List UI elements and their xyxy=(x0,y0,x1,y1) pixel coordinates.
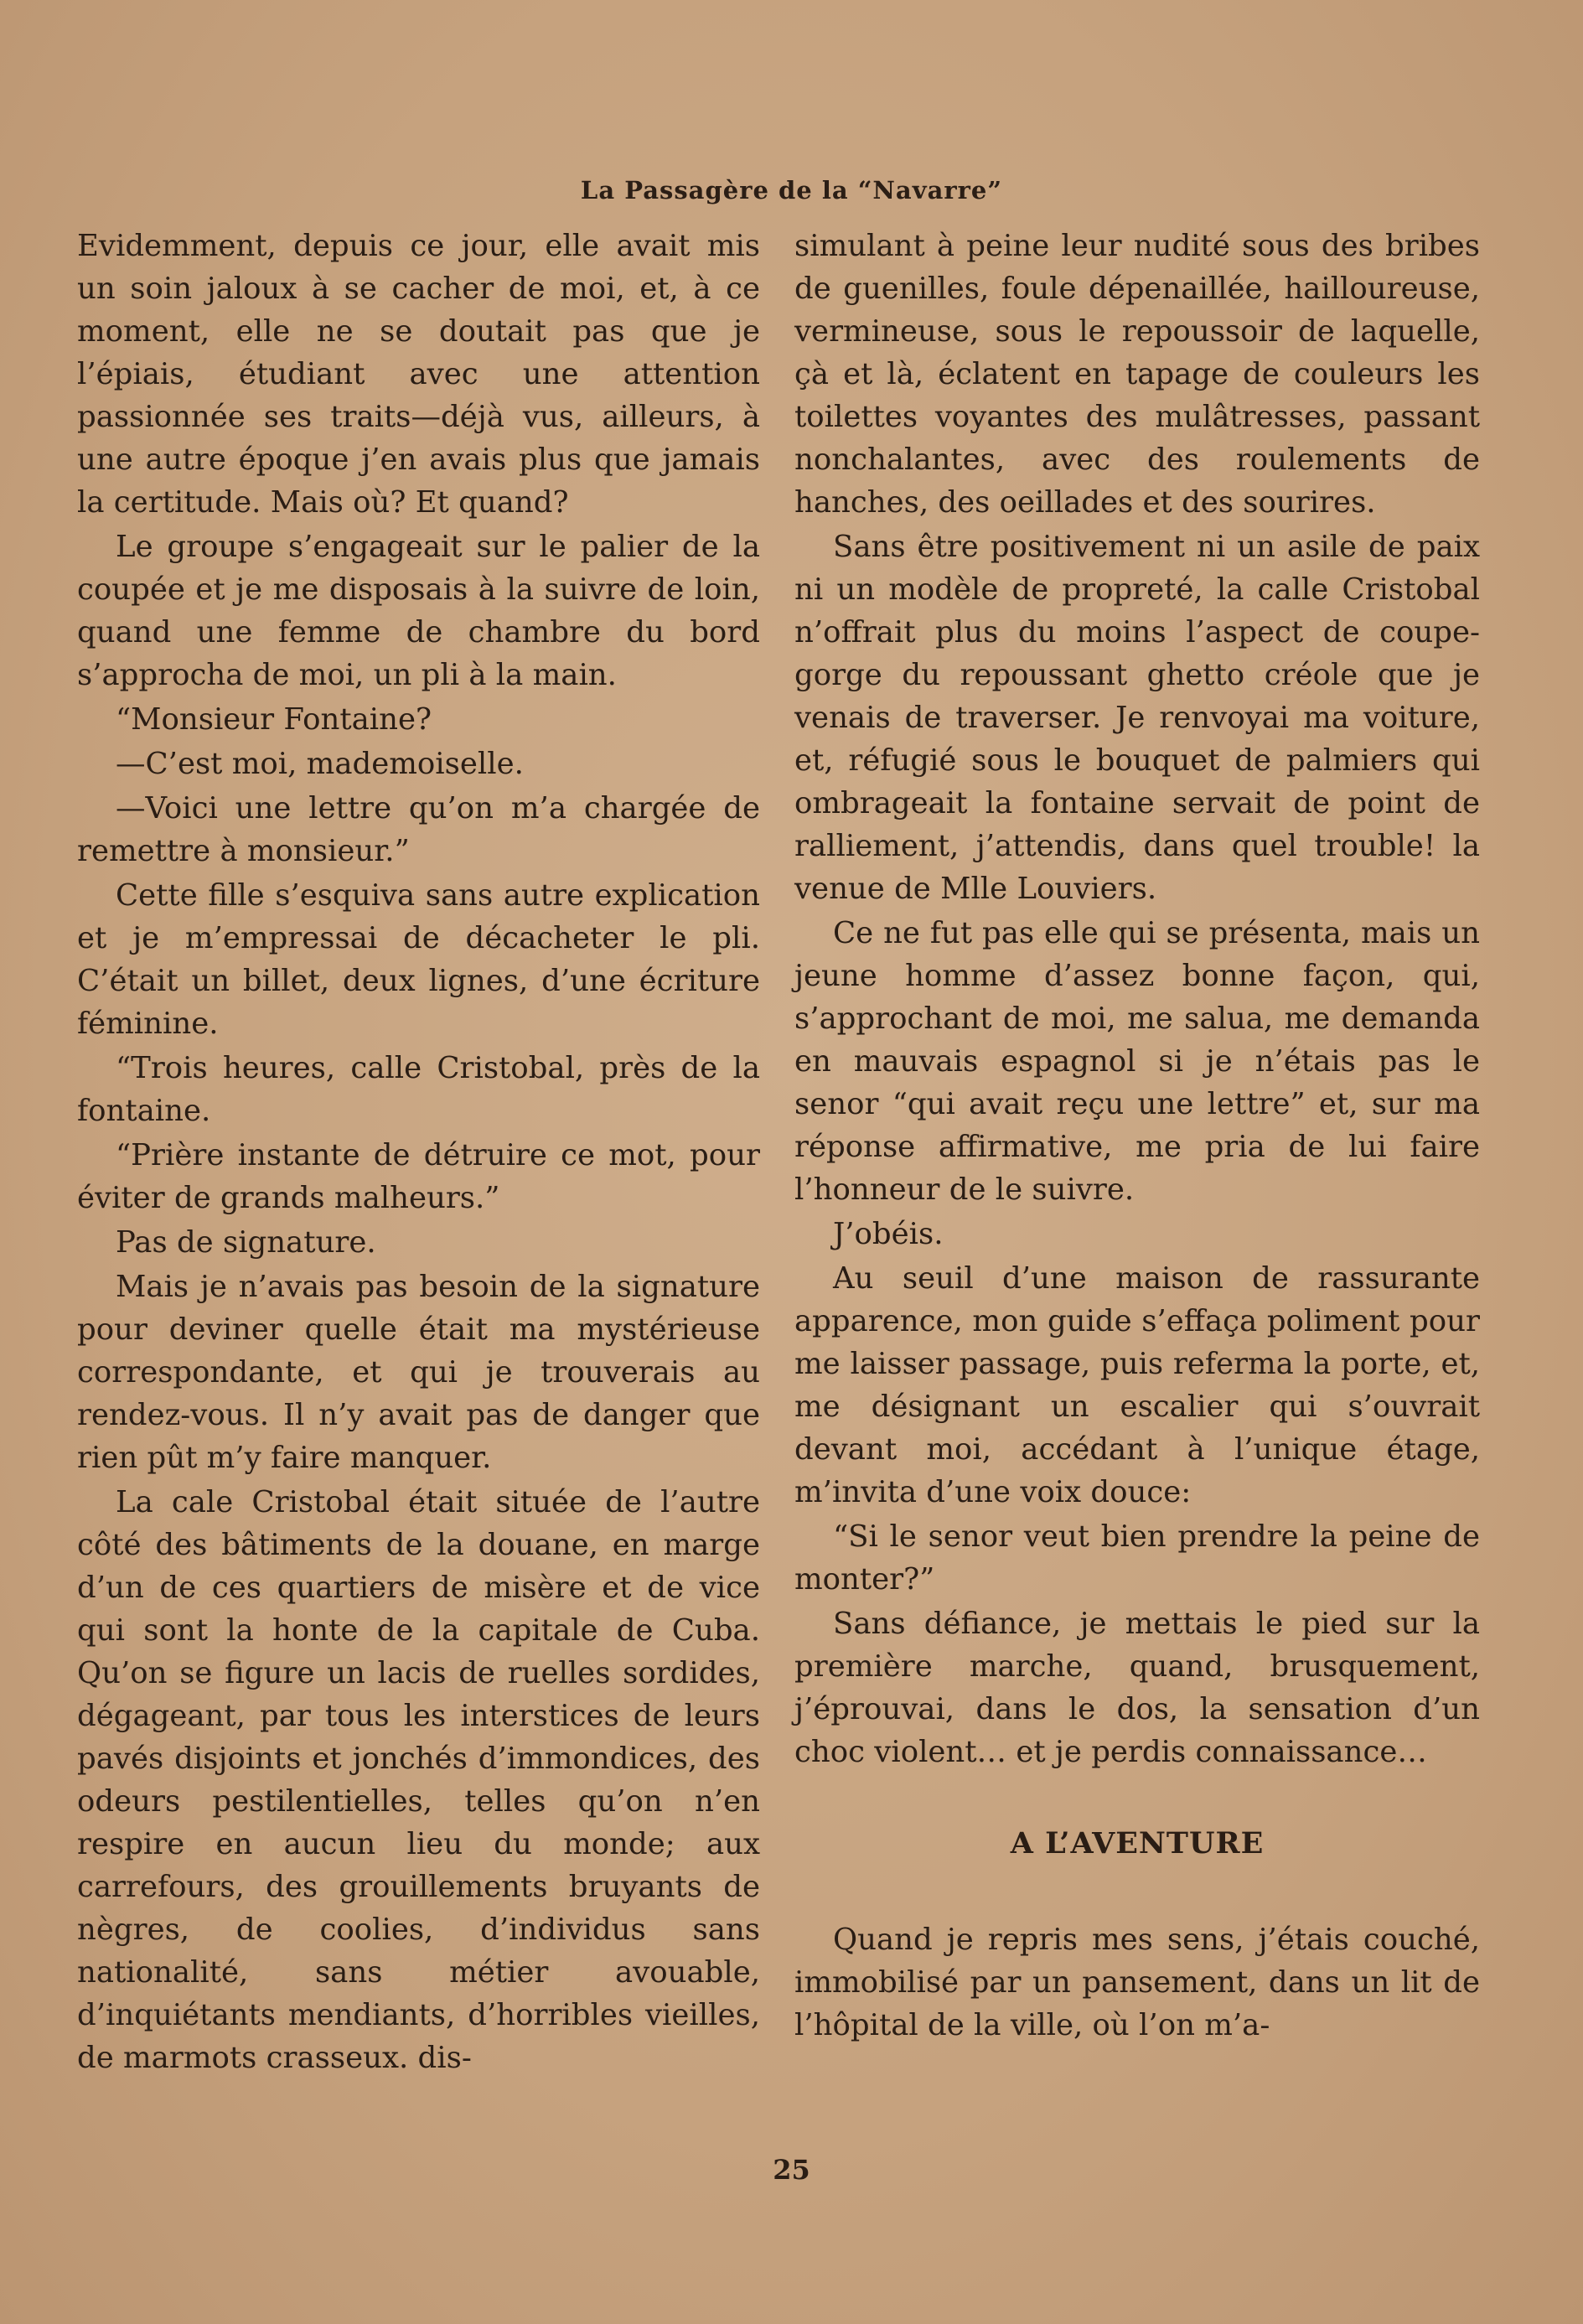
paragraph: Mais je n’avais pas besoin de la signature pour deviner quelle était ma mystérieuse correspondante, et qui je trouverais au rendez-vous. Il n’y avait pas de danger que rien pût m’y faire manquer. xyxy=(77,1270,760,1475)
paragraph: Sans être positivement ni un asile de paix ni un modèle de propreté, la calle Cristobal n’offrait plus du moins l’aspect de coupe-gorge du repoussant ghetto créole que je venais de traverser. Je renvoyai ma voiture, et, réfugié sous le bouquet de palmiers qui ombrageait la fontaine servait de point de ralliement, j’attendis, dans quel trouble! la venue de Mlle Louviers. xyxy=(794,530,1480,906)
paragraph: La cale Cristobal était située de l’autre côté des bâtiments de la douane, en marge d’un de ces quartiers de misère et de vice qui sont la honte de la capitale de Cuba. Qu’on se figure un lacis de ruelles sordides, dégageant, par tous les interstices de leurs pavés disjoints et jonchés d’immondices, des odeurs pestilentielles, telles qu’on n’en respire en aucun lieu du monde; aux carrefours, des grouillements bruyants de nègres, de coolies, d’individus sans nationalité, sans métier avouable, d’inquiétants mendiants, d’horribles vieilles, de marmots crasseux. dis- xyxy=(77,1485,760,2075)
paragraph: Pas de signature. xyxy=(116,1225,376,1260)
paragraph: Sans défiance, je mettais le pied sur la première marche, quand, brusquement, j’éprouvai, dans le dos, la sensation d’un choc violent… et je perdis connaissance… xyxy=(794,1607,1480,1769)
section-title: A L’AVENTURE xyxy=(1010,1826,1265,1861)
paragraph: —Voici une lettre qu’on m’a chargée de remettre à monsieur.” xyxy=(77,791,760,868)
paragraph: “Si le senor veut bien prendre la peine de monter?” xyxy=(794,1519,1480,1597)
running-title: La Passagère de la “Navarre” xyxy=(580,176,1003,204)
paragraph: Ce ne fut pas elle qui se présenta, mais un jeune homme d’assez bonne façon, qui, s’approchant de moi, me salua, me demanda en mauvais espagnol si je n’étais pas le senor “qui avait reçu une lettre” et, sur ma réponse affirmative, me pria de lui faire l’honneur de le suivre. xyxy=(794,916,1480,1207)
page-number: 25 xyxy=(773,2154,810,2186)
paragraph: Quand je repris mes sens, j’étais couché, immobilisé par un pansement, dans un lit de l’hôpital de la ville, où l’on m’a- xyxy=(794,1923,1480,2042)
paragraph: “Prière instante de détruire ce mot, pour éviter de grands malheurs.” xyxy=(77,1138,760,1215)
paragraph: Cette fille s’esquiva sans autre explication et je m’empressai de décacheter le pli. C’était un billet, deux lignes, d’une écriture féminine. xyxy=(77,878,760,1041)
paragraph: J’obéis. xyxy=(833,1217,944,1251)
paragraph: “Monsieur Fontaine? xyxy=(116,702,432,737)
paragraph: simulant à peine leur nudité sous des bribes de guenilles, foule dépenaillée, hailloureuse, vermineuse, sous le repoussoir de laquelle, çà et là, éclatent en tapage de couleurs les toilettes voyantes des mulâtresses, passant nonchalantes, avec des roulements de hanches, des oeillades et des sourires. xyxy=(794,229,1480,520)
paragraph: Le groupe s’engageait sur le palier de la coupée et je me disposais à la suivre de loin, quand une femme de chambre du bord s’approcha de moi, un pli à la main. xyxy=(77,530,760,692)
paragraph: Au seuil d’une maison de rassurante apparence, mon guide s’effaça poliment pour me laisser passage, puis referma la porte, et, me désignant un escalier qui s’ouvrait devant moi, accédant à l’unique étage, m’invita d’une voix douce: xyxy=(794,1261,1480,1509)
paragraph: “Trois heures, calle Cristobal, près de la fontaine. xyxy=(77,1051,760,1128)
left-column xyxy=(77,225,760,2081)
right-column xyxy=(794,225,1480,2048)
paragraph: Evidemment, depuis ce jour, elle avait mis un soin jaloux à se cacher de moi, et, à ce moment, elle ne se doutait pas que je l’épiais, étudiant avec une attention passionnée ses traits—déjà vus, ailleurs, à une autre époque j’en avais plus que jamais la certitude. Mais où? Et quand? xyxy=(77,229,760,520)
paragraph: —C’est moi, mademoiselle. xyxy=(116,747,524,781)
